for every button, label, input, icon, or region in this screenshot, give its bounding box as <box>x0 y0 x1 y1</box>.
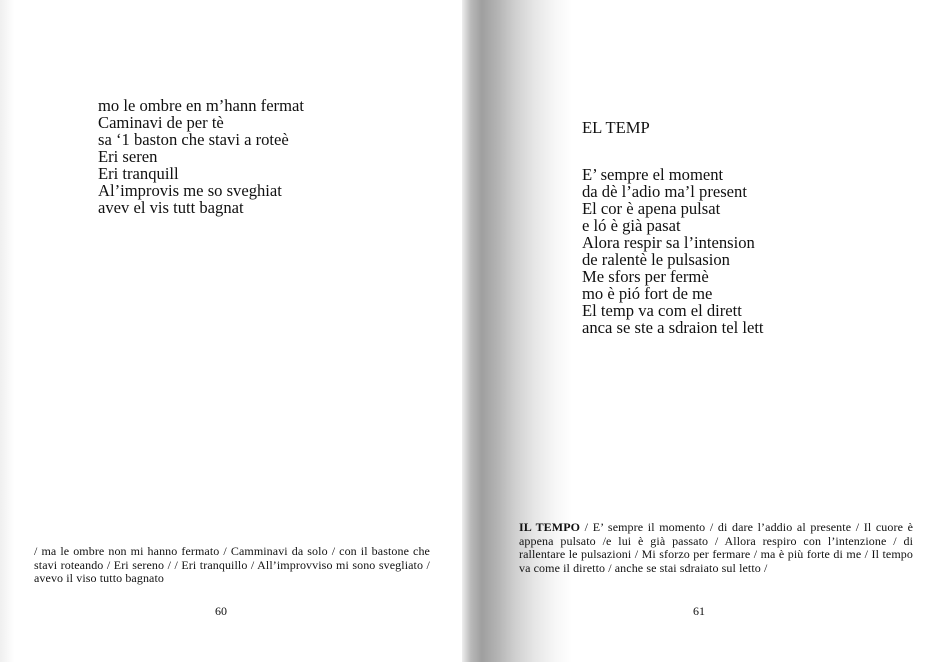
right-translation <box>519 521 913 575</box>
page-number-right: 61 <box>693 604 705 618</box>
poem-line: Me sfors per fermè <box>582 267 709 286</box>
left-translation: / ma le ombre non mi hanno fermato / Camminavi da solo / con il bastone che stavi roteando / Eri sereno / / Eri tranquillo / All’improvviso mi sono svegliato / avevo il viso tutto bagnato <box>34 544 430 586</box>
poem-line: avev el vis tutt bagnat <box>98 198 244 217</box>
poem-line: E’ sempre el moment <box>582 165 724 184</box>
poem-line: El cor è apena pulsat <box>582 199 721 218</box>
left-poem <box>98 97 304 216</box>
poem-line: anca se ste a sdraion tel lett <box>582 318 764 337</box>
poem-line: Eri tranquill <box>98 164 179 183</box>
translation-text: / E’ sempre il momento / di dare l’addio al presente / Il cuore è appena pulsato /e lui è già passato / Allora respiro con l’intenzione / di rallentare le pulsazioni / Mi sforzo per fermare / ma è più forte di me / Il tempo va come il diretto / anche se stai sdraiato sul letto / <box>519 520 914 575</box>
poem-line: Alora respir sa l’intension <box>582 233 755 252</box>
poem-line: da dè l’adio ma’l present <box>582 182 747 201</box>
poem-line: e ló è già pasat <box>582 216 681 235</box>
page-number-left: 60 <box>215 604 227 618</box>
poem-line: El temp va com el dirett <box>582 301 742 320</box>
poem-line: sa ‘1 baston che stavi a roteè <box>98 130 289 149</box>
right-poem <box>582 166 764 336</box>
poem-line: Caminavi de per tè <box>98 113 224 132</box>
poem-line: Eri seren <box>98 147 158 166</box>
poem-line: de ralentè le pulsasion <box>582 250 730 269</box>
poem-line: mo le ombre en m’hann fermat <box>98 96 304 115</box>
translation-title: IL TEMPO <box>519 520 581 534</box>
poem-title: EL TEMP <box>582 118 650 137</box>
page-edge-shadow <box>0 0 14 662</box>
poem-line: Al’improvis me so sveghiat <box>98 181 282 200</box>
poem-line: mo è pió fort de me <box>582 284 713 303</box>
